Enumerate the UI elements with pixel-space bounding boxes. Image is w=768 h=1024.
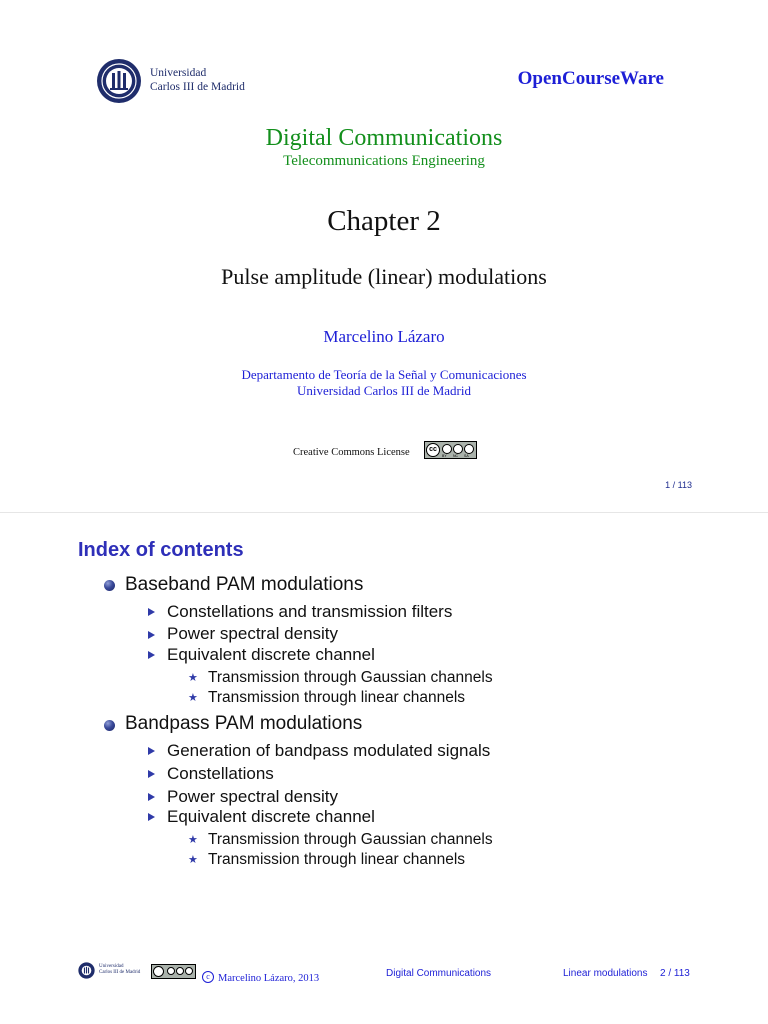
star-bullet-icon: ★ [188,833,198,846]
list-item: Constellations [167,764,274,783]
copyright-text: Marcelino Lázaro, 2013 [218,973,320,984]
footer-logo-line-1: Universidad [99,964,124,969]
by-icon [442,444,452,454]
logo-line-1: Universidad [150,67,207,79]
triangle-bullet-icon [148,793,155,801]
author-name: Marcelino Lázaro [323,327,445,346]
list-item: Power spectral density [167,624,339,643]
list-item: Equivalent discrete channel [167,645,375,664]
list-item: Power spectral density [167,787,339,806]
cc-license-badge[interactable] [424,441,477,459]
sub-list-item: Transmission through Gaussian channels [208,831,493,848]
page-number: 1 / 113 [665,480,692,490]
nc-icon [176,967,184,975]
triangle-bullet-icon [148,813,155,821]
footer-course: Digital Communications [386,968,492,979]
nc-icon [453,444,463,454]
star-bullet-icon: ★ [188,691,198,704]
copyright-symbol: c [202,971,214,983]
sub-list-item: Transmission through Gaussian channels [208,669,493,686]
star-bullet-icon: ★ [188,853,198,866]
cc-icon: cc [426,443,440,457]
sa-icon [185,967,193,975]
sub-list-item: Transmission through linear channels [208,851,466,868]
cc-icon [153,966,164,977]
triangle-bullet-icon [148,608,155,616]
footer-page-number: 2 / 113 [660,968,690,979]
triangle-bullet-icon [148,651,155,659]
star-bullet-icon: ★ [188,671,198,684]
license-label: Creative Commons License [293,447,410,458]
list-item: Generation of bandpass modulated signals [167,741,491,760]
university-seal-icon [96,58,142,104]
section-bullet-icon [104,720,115,731]
course-title: Digital Communications [265,125,503,151]
list-item: Equivalent discrete channel [167,807,375,826]
triangle-bullet-icon [148,747,155,755]
triangle-bullet-icon [148,770,155,778]
by-icon [167,967,175,975]
sa-icon [464,444,474,454]
by-label: BY [442,454,447,458]
section-title: Baseband PAM modulations [125,574,364,595]
opencourseware-label: OpenCourseWare [517,68,664,89]
index-heading: Index of contents [78,539,244,561]
sub-list-item: Transmission through linear channels [208,689,466,706]
logo-line-2: Carlos III de Madrid [150,81,245,93]
sa-label: SA [464,454,469,458]
footer-copyright [202,968,319,986]
list-item: Constellations and transmission filters [167,602,453,621]
university-logo [96,58,256,104]
department: Departamento de Teoría de la Señal y Comunicaciones [241,367,527,382]
footer-topic: Linear modulations [563,968,648,979]
footer-logo [78,962,148,980]
slide-divider [0,512,768,513]
footer-logo-line-2: Carlos III de Madrid [99,970,141,975]
nc-label: NC [453,454,459,458]
course-subtitle: Telecommunications Engineering [283,153,485,169]
triangle-bullet-icon [148,631,155,639]
chapter-heading: Chapter 2 [327,205,441,237]
university-seal-icon [78,962,95,979]
footer-cc-badge[interactable] [151,964,196,979]
chapter-title: Pulse amplitude (linear) modulations [221,264,547,289]
university-name: Universidad Carlos III de Madrid [296,383,471,398]
section-title: Bandpass PAM modulations [125,713,363,734]
section-bullet-icon [104,580,115,591]
